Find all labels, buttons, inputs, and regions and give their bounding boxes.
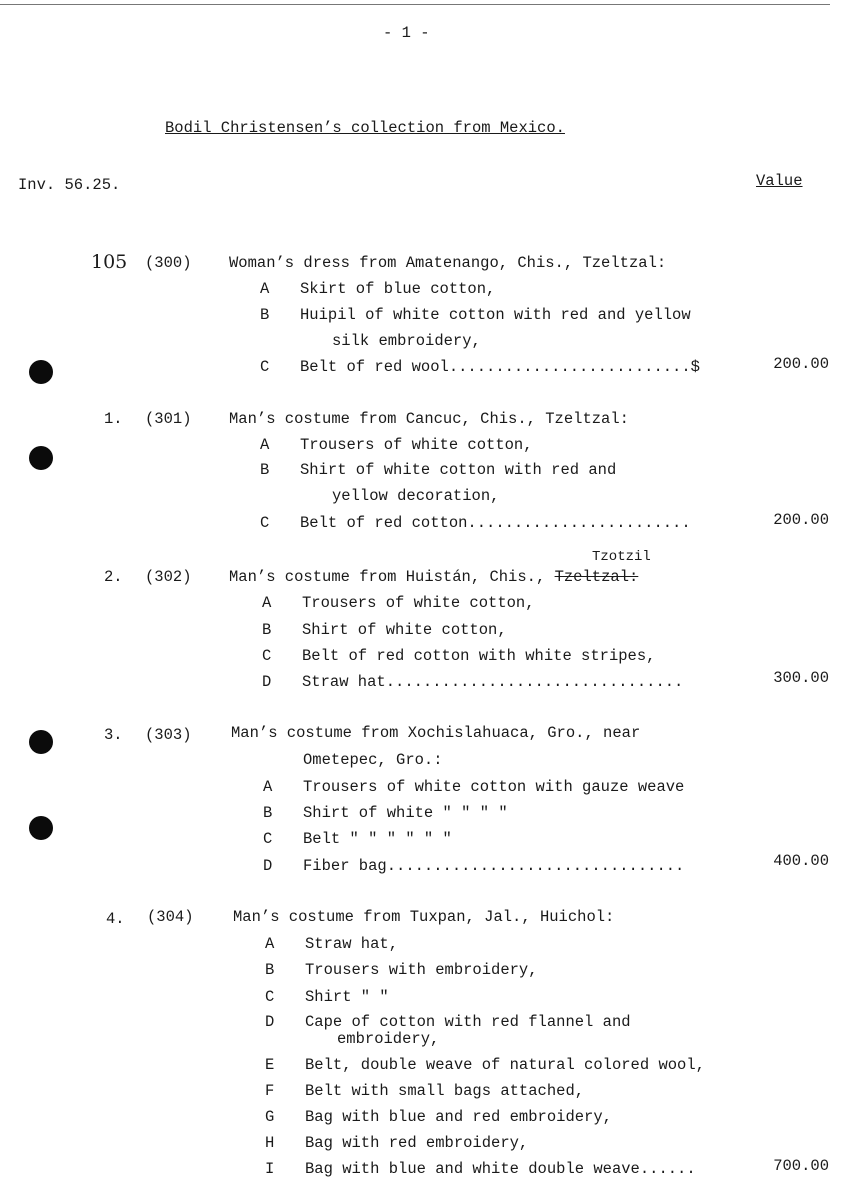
entry-title: Man’s costume from Xochislahuaca, Gro., near [231,724,641,742]
item-text: Bag with red embroidery, [305,1134,529,1152]
entry-title: Woman’s dress from Amatenango, Chis., Tzeltzal: [229,254,667,272]
item-letter: I [265,1160,275,1178]
item-text: Shirt " " [305,988,389,1006]
entry-code: (300) [145,254,192,272]
item-text: Shirt of white " " " " [303,804,508,822]
entry-value: 300.00 [773,669,829,687]
item-text: Belt of red cotton with white stripes, [302,647,656,665]
item-letter: C [260,514,270,532]
page-title: Bodil Christensen’s collection from Mexico. [165,119,565,137]
entry-title-continued: Ometepec, Gro.: [303,751,443,769]
item-letter: G [265,1108,275,1126]
item-letter: D [262,673,272,691]
item-text: Straw hat................................ [302,673,684,691]
item-text: Trousers of white cotton, [302,594,535,612]
entry-number: 4. [106,910,125,928]
item-letter: C [262,647,272,665]
entry-value: 700.00 [773,1157,829,1175]
item-text: Shirt of white cotton with red and [300,461,617,479]
item-letter: A [262,594,272,612]
item-text: Huipil of white cotton with red and yellow [300,306,691,324]
item-text: Skirt of blue cotton, [300,280,496,298]
item-letter: F [265,1082,275,1100]
entry-title: Man’s costume from Cancuc, Chis., Tzeltzal: [229,410,629,428]
item-letter: B [265,961,275,979]
item-text: silk embroidery, [332,332,481,350]
item-text: Belt " " " " " " [303,830,452,848]
item-letter: C [260,358,270,376]
item-text: embroidery, [337,1030,440,1048]
punch-hole-1 [29,360,53,384]
item-letter: A [263,778,273,796]
item-text: Trousers with embroidery, [305,961,538,979]
entry-code: (303) [145,726,192,744]
item-letter: B [260,461,270,479]
punch-hole-2 [29,446,53,470]
item-text: Shirt of white cotton, [302,621,507,639]
item-text: Belt with small bags attached, [305,1082,585,1100]
item-letter: D [263,857,273,875]
inventory-number: Inv. 56.25. [18,176,121,194]
entry-code: (301) [145,410,192,428]
item-letter: A [260,280,270,298]
page-number: - 1 - [383,24,430,42]
item-text: Belt, double weave of natural colored wool, [305,1056,705,1074]
top-rule [0,4,830,5]
handwritten-correction: Tzotzil [592,549,651,565]
entry-number: 1. [104,410,123,428]
item-text: Trousers of white cotton with gauze weave [303,778,685,796]
item-letter: B [262,621,272,639]
punch-hole-4 [29,816,53,840]
item-text: Belt of red cotton........................ [300,514,691,532]
punch-hole-3 [29,730,53,754]
item-letter: A [260,436,270,454]
entry-value: 400.00 [773,852,829,870]
item-letter: E [265,1056,275,1074]
struck-word: Tzeltzal: [554,568,639,586]
item-letter: H [265,1134,275,1152]
item-text: Straw hat, [305,935,399,953]
item-text: Fiber bag................................ [303,857,685,875]
entry-title-text: Man’s costume from Huistán, Chis., [229,568,546,586]
entry-value: 200.00 [773,355,829,373]
value-header: Value [756,172,803,190]
entry-number: 2. [104,568,123,586]
item-letter: B [260,306,270,324]
item-text: Bag with blue and red embroidery, [305,1108,612,1126]
entry-code: (304) [147,908,194,926]
entry-number: 3. [104,726,123,744]
entry-title: Man’s costume from Tuxpan, Jal., Huichol: [233,908,615,926]
item-letter: D [265,1013,275,1031]
item-letter: C [265,988,275,1006]
item-text: Cape of cotton with red flannel and [305,1013,631,1031]
item-letter: B [263,804,273,822]
item-text: yellow decoration, [332,487,500,505]
item-text: Bag with blue and white double weave...... [305,1160,696,1178]
item-letter: A [265,935,275,953]
item-text: Belt of red wool..........................$ [300,358,700,376]
entry-value: 200.00 [773,511,829,529]
entry-title [229,568,638,586]
entry-code: (302) [145,568,192,586]
item-letter: C [263,830,273,848]
item-text: Trousers of white cotton, [300,436,533,454]
entry-number: 105 [91,251,128,273]
